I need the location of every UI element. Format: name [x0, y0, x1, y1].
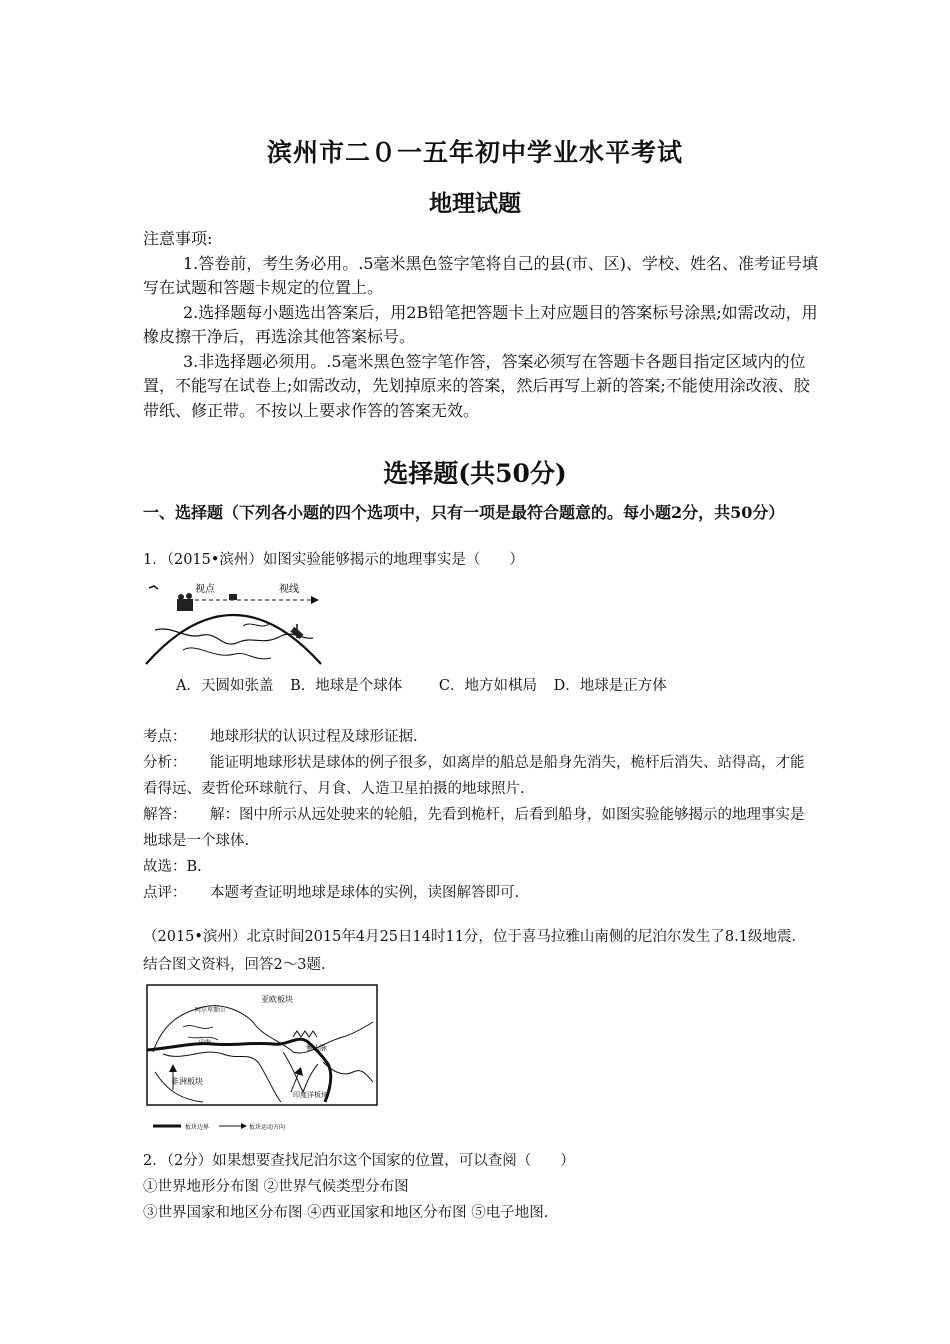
- page-subtitle: 地理试题: [429, 190, 521, 217]
- viewpoint-label: 视点: [195, 584, 215, 595]
- answer-text: 故选：B.: [143, 859, 202, 875]
- question-1-analysis: [143, 724, 813, 906]
- notes-item: 1.答卷前，考生务必用。.5毫米黑色签字笔将自己的县(市、区)、学校、姓名、准考证号填写在试题和答题卡规定的位置上。: [143, 253, 819, 297]
- jieda-label: 解答：: [143, 807, 187, 823]
- kaodian-text: 地球形状的认识过程及球形证据.: [210, 729, 418, 745]
- alps-label: 阿尔卑斯山: [195, 1007, 226, 1014]
- legend-boundary-label: 板块边界: [185, 1124, 210, 1131]
- material-stem: （2015•滨州）北京时间2015年4月25日14时11分，位于喜马拉雅山南侧的尼泊尔发生了8.1级地震．结合图文资料，回答2～3题.: [143, 929, 806, 973]
- observer-group: [177, 593, 193, 611]
- earth-curvature-figure: [143, 580, 328, 666]
- question-2: [143, 1148, 813, 1226]
- himalaya-label: 雅山脉: [306, 1044, 327, 1052]
- option-d: D．地球是正方体: [553, 678, 667, 694]
- option-a: A．天圆如张盖: [176, 678, 274, 694]
- question-2-line1: ①世界地形分布图 ②世界气候类型分布图: [143, 1179, 409, 1195]
- option-b: B．地球是个球体: [290, 678, 403, 694]
- dianping-text: 本题考查证明地球是球体的实例，读图解答即可.: [210, 885, 520, 901]
- option-c: C．地方如棋局: [438, 678, 537, 694]
- jieda-text: 解：图中所示从远处驶来的轮船，先看到桅杆，后看到船身，如图实验能够揭示的地理事实是地球是一个球体.: [143, 807, 805, 849]
- notes-heading: 注意事项:: [143, 229, 213, 248]
- section-description: 一、选择题（下列各小题的四个选项中，只有一项是最符合题意的。每小题2分，共50分）: [143, 503, 785, 522]
- page-title: 滨州市二０一五年初中学业水平考试: [266, 138, 683, 167]
- eurasian-plate-label: 亚欧板块: [261, 995, 293, 1004]
- notes-item: 2.选择题每小题选出答案后，用2B铅笔把答题卡上对应题目的答案标号涂黑;如需改动，用橡皮擦干净后，再选涂其他答案标号。: [143, 302, 818, 346]
- mediterranean-label: 中海: [199, 1039, 212, 1046]
- indian-plate-label: 印度洋板块: [293, 1091, 328, 1099]
- question-1-options: [176, 674, 679, 695]
- fenxi-text: 能证明地球形状是球体的例子很多，如离岸的船总是船身先消失，桅杆后消失、站得高，才能看得远、麦哲伦环球航行、月食、人造卫星拍摄的地球照片.: [143, 755, 805, 797]
- question-2-line2: ③世界国家和地区分布图 ④西亚国家和地区分布图 ⑤电子地图.: [143, 1205, 549, 1221]
- sightline-label: 视线: [279, 584, 299, 595]
- kaodian-label: 考点：: [143, 729, 187, 745]
- notes-block: [143, 227, 823, 423]
- section-title: 选择题(共50分): [383, 459, 567, 488]
- dianping-label: 点评：: [143, 885, 187, 901]
- question-2-stem: 2．（2分）如果想要查找尼泊尔这个国家的位置，可以查阅（ ）: [143, 1153, 575, 1169]
- fenxi-label: 分析：: [143, 755, 187, 771]
- legend-motion-label: 板块运动方向: [249, 1124, 286, 1131]
- plate-map-figure: [143, 982, 381, 1138]
- african-plate-label: 非洲板块: [171, 1077, 203, 1086]
- question-1-stem: 1．（2015•滨州）如图实验能够揭示的地理事实是（ ）: [143, 552, 524, 568]
- notes-item: 3.非选择题必须用。.5毫米黑色签字笔作答，答案必须写在答题卡各题目指定区域内的位置，不能写在试卷上;如需改动，先划掉原来的答案，然后再写上新的答案;不能使用涂改液、胶带纸、修正带。不按以上要求作答的答案无效。: [143, 351, 810, 420]
